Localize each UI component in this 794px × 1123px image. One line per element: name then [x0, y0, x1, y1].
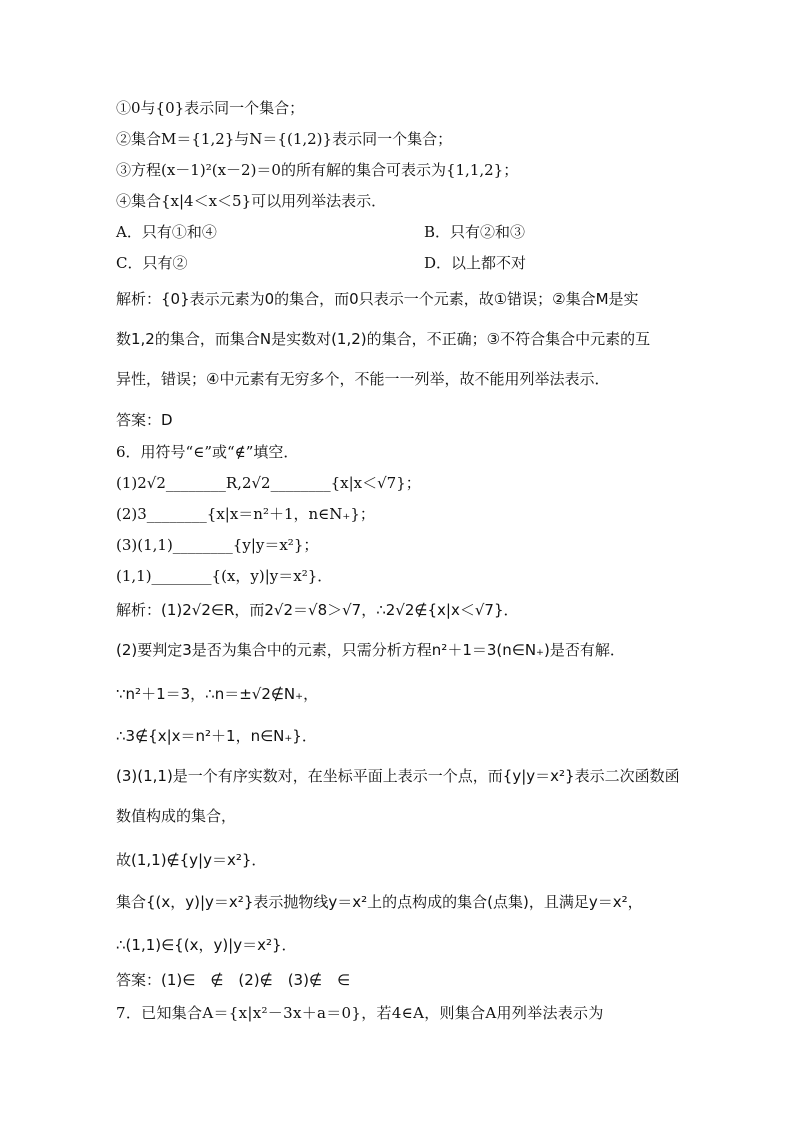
analysis-5-line-1: 解析：{0}表示元素为0的集合，而0只表示一个元素，故①错误；②集合M是实 [116, 290, 639, 308]
analysis-6-line-9: ∴(1,1)∈{(x，y)|y＝x²}． [116, 936, 297, 954]
analysis-6-line-3: ∵n²＋1＝3，∴n＝±√2∉N₊， [116, 685, 319, 703]
problem-7-text: 7．已知集合A＝{x|x²－3x＋a＝0}，若4∈A，则集合A用列举法表示为 [116, 1004, 604, 1022]
analysis-5-line-2: 数1,2的集合，而集合N是实数对(1,2)的集合，不正确；③不符合集合中元素的互 [116, 330, 651, 348]
statement-1: ①0与{0}表示同一个集合； [116, 99, 305, 117]
option-d: D．以上都不对 [424, 254, 527, 272]
option-c: C．只有② [116, 254, 188, 272]
statement-2: ②集合M＝{1,2}与N＝{(1,2)}表示同一个集合； [116, 130, 453, 148]
analysis-6-line-5: (3)(1,1)是一个有序实数对，在坐标平面上表示一个点，而{y|y＝x²}表示二次函数函 [116, 767, 680, 785]
answer-5: 答案：D [116, 411, 173, 429]
analysis-6-line-8: 集合{(x，y)|y＝x²}表示抛物线y＝x²上的点构成的集合(点集)，且满足y＝x²， [116, 893, 643, 911]
statement-4: ④集合{x|4＜x＜5}可以用列举法表示． [116, 192, 387, 210]
analysis-5-line-3: 异性，错误；④中元素有无穷多个，不能一一列举，故不能用列举法表示． [116, 370, 610, 388]
analysis-6-line-7: 故(1,1)∉{y|y＝x²}． [116, 851, 267, 869]
problem-6-part-1: (1)2√2________R,2√2________{x|x＜√7}； [116, 474, 421, 492]
option-b: B．只有②和③ [424, 223, 526, 241]
analysis-6-line-6: 数值构成的集合， [116, 807, 237, 825]
analysis-6-line-4: ∴3∉{x|x＝n²＋1，n∈N₊}． [116, 727, 317, 745]
answer-6: 答案：(1)∈ ∉ (2)∉ (3)∉ ∈ [116, 971, 351, 989]
problem-6-title: 6．用符号“∈”或“∉”填空． [116, 443, 299, 461]
statement-3: ③方程(x－1)²(x－2)＝0的所有解的集合可表示为{1,1,2}； [116, 161, 519, 179]
option-a: A．只有①和④ [116, 223, 217, 241]
problem-6-part-4: (1,1)________{(x，y)|y＝x²}． [116, 567, 333, 585]
analysis-6-line-2: (2)要判定3是否为集合中的元素，只需分析方程n²＋1＝3(n∈N₊)是否有解． [116, 641, 625, 659]
analysis-6-line-1: 解析：(1)2√2∈R，而2√2＝√8＞√7，∴2√2∉{x|x＜√7}． [116, 601, 519, 619]
problem-6-part-2: (2)3________{x|x＝n²＋1，n∈N₊}； [116, 505, 375, 523]
problem-6-part-3: (3)(1,1)________{y|y＝x²}； [116, 536, 319, 554]
